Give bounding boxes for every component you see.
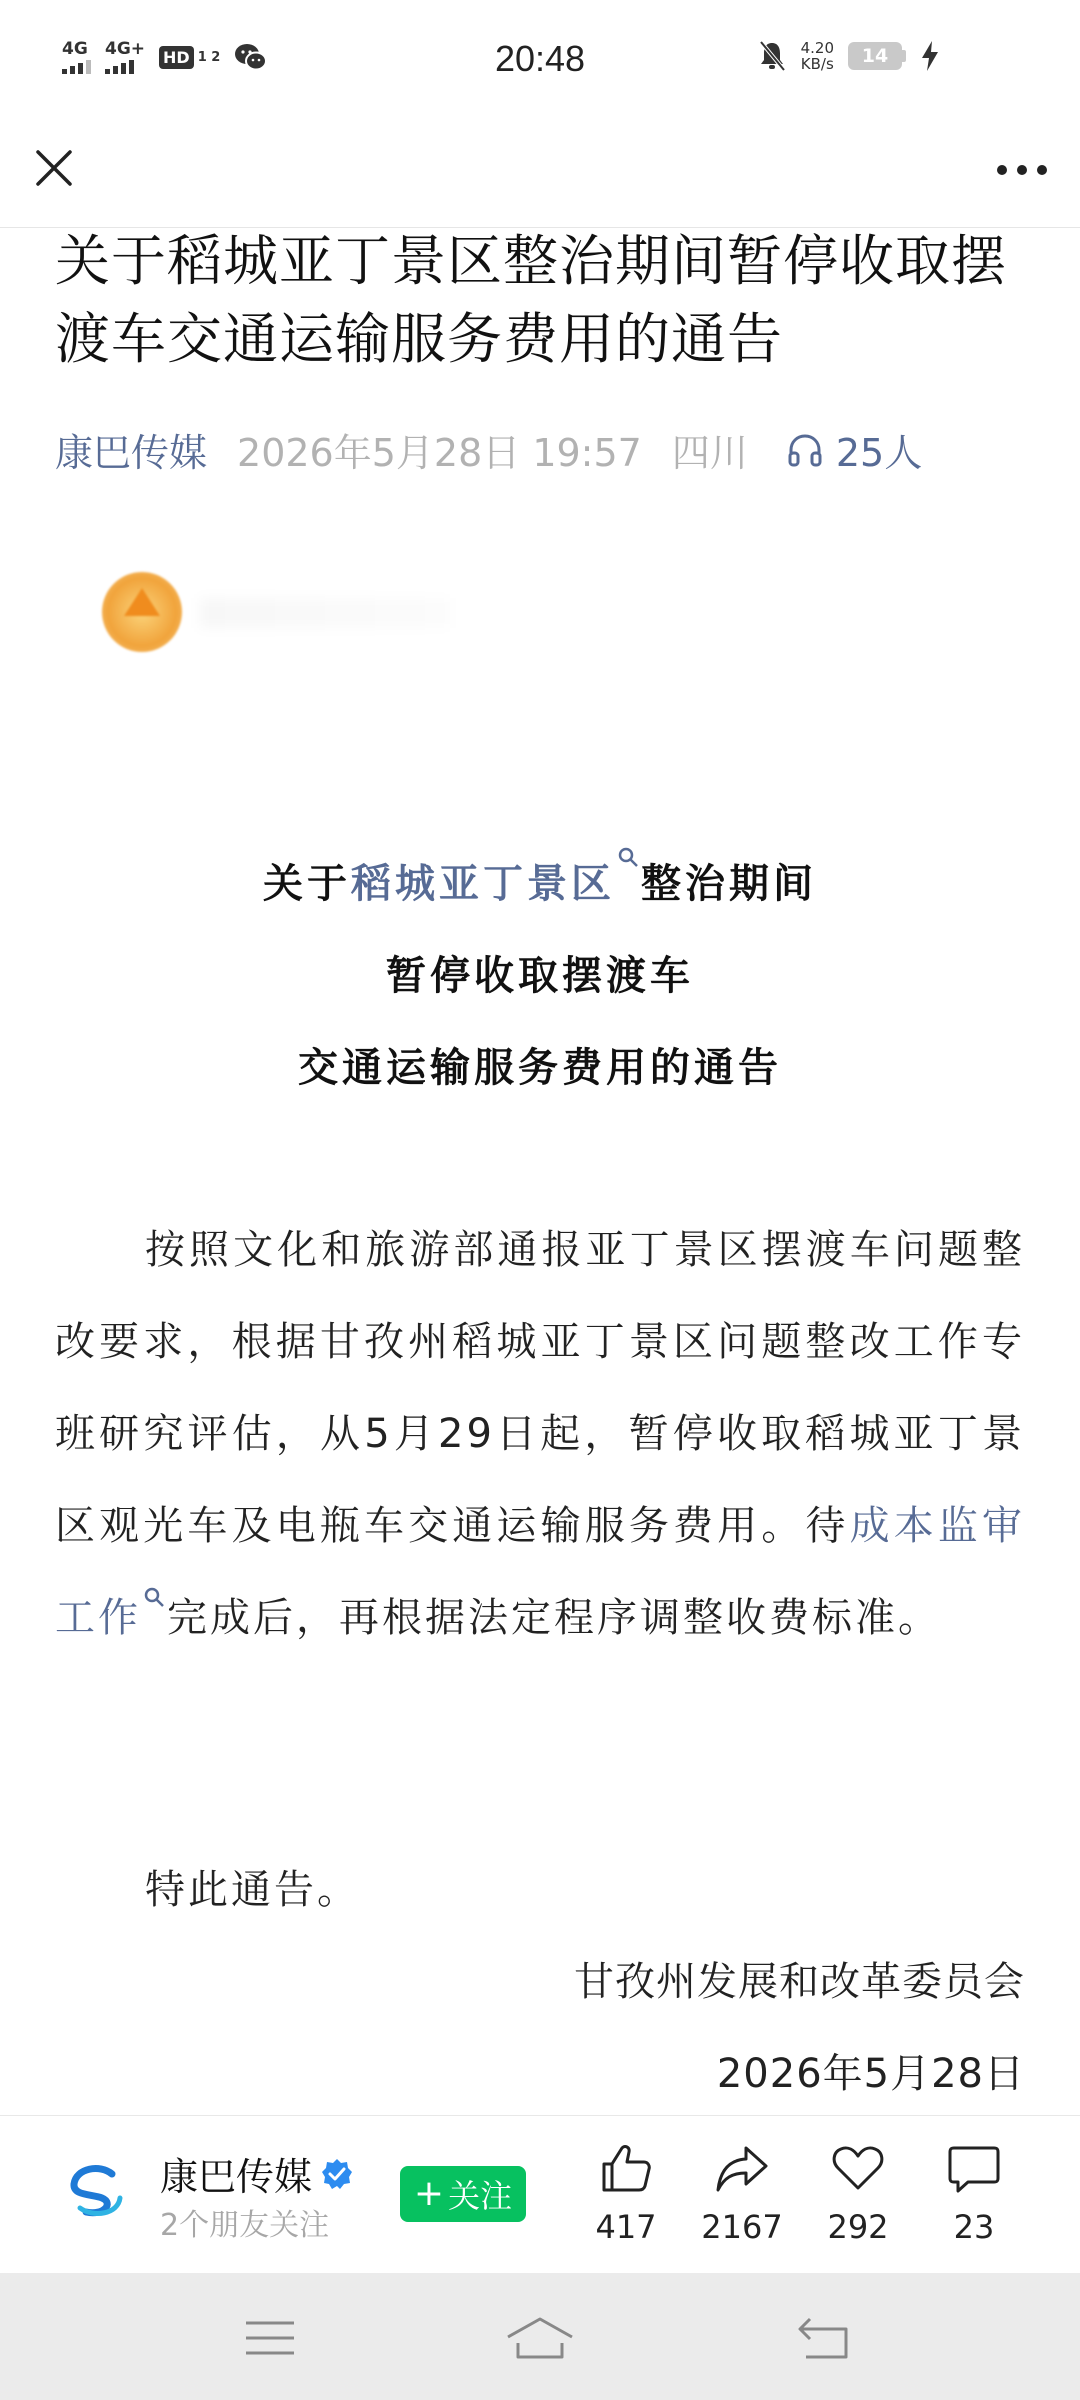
battery-level: 14 (848, 42, 902, 70)
follow-label: 关注 (448, 2177, 513, 2215)
account-name[interactable] (160, 2146, 354, 2201)
favorite-button[interactable] (803, 2140, 913, 2246)
body-paragraph (55, 1204, 1025, 1664)
close-icon[interactable] (30, 144, 78, 192)
blurred-logo-text (200, 598, 450, 628)
body-text-part: 完成后，再根据法定程序调整收费标准。 (167, 1595, 941, 1641)
share-button[interactable] (687, 2140, 797, 2246)
plus-icon: + (413, 2173, 445, 2214)
comment-button[interactable] (919, 2140, 1029, 2246)
battery-indicator (848, 42, 906, 70)
like-count: 417 (595, 2208, 657, 2246)
search-link-cost-audit[interactable]: 成本监审工作 (55, 1503, 1026, 1641)
bottom-action-bar (0, 2115, 1080, 2273)
net-speed-unit: KB/s (800, 55, 834, 73)
share-count: 2167 (701, 2208, 783, 2246)
issuing-authority: 甘孜州发展和改革委员会 (574, 1959, 1025, 2005)
author-link[interactable]: 康巴传媒 (55, 431, 208, 475)
search-icon[interactable] (143, 1586, 167, 1610)
thumbs-up-icon (598, 2140, 654, 2196)
menu-icon[interactable] (242, 2313, 298, 2363)
notice-heading-line-2: 暂停收取摆渡车 (386, 953, 694, 999)
comment-count: 23 (953, 2208, 995, 2246)
heading-text: 整治期间 (641, 861, 817, 907)
more-options-icon[interactable] (994, 160, 1050, 180)
mute-bell-icon (757, 40, 787, 72)
status-bar (0, 0, 1080, 124)
comment-bubble-icon (946, 2140, 1002, 2196)
home-icon[interactable] (504, 2313, 576, 2363)
heading-text: 关于 (263, 861, 351, 907)
status-right-icons (757, 40, 940, 72)
verified-badge-icon (320, 2157, 354, 2191)
closing-text: 特此通告。 (145, 1867, 360, 1913)
account-name-text: 康巴传媒 (160, 2155, 313, 2199)
search-link-scenic-area[interactable]: 稻城亚丁景区 (351, 861, 615, 907)
top-nav-bar (0, 124, 1080, 228)
system-navigation-bar (0, 2273, 1080, 2400)
blurred-logo-image (102, 572, 182, 652)
favorite-count: 292 (827, 2208, 889, 2246)
headphones-icon (786, 431, 824, 469)
body-text-part: 按照文化和旅游部通报亚丁景区摆渡车问题整改要求，根据甘孜州稻城亚丁景区问题整改工作专班研究评估，从5月29日起，暂停收取稻城亚丁景区观光车及电瓶车交通运输服务费用。待 (55, 1227, 1025, 1549)
like-button[interactable] (571, 2140, 681, 2246)
article-meta (55, 422, 1045, 477)
account-avatar[interactable] (62, 2156, 132, 2226)
search-icon[interactable] (617, 846, 641, 870)
clock: 20:48 (494, 38, 586, 79)
listen-button[interactable] (786, 422, 922, 477)
signal-label: 4G+ (105, 39, 146, 59)
issue-date: 2026年5月28日 (716, 2051, 1025, 2097)
back-icon[interactable] (796, 2313, 852, 2363)
notice-heading-line-3: 交通运输服务费用的通告 (298, 1045, 782, 1091)
hd-voice-icon: HD (159, 46, 194, 69)
hd-sim-label: 1 2 (197, 49, 221, 65)
network-speed (801, 40, 834, 72)
share-arrow-icon (714, 2140, 770, 2196)
friends-following-count: 2个朋友关注 (160, 2208, 330, 2243)
net-speed-value: 4.20 (800, 39, 834, 57)
signal-label: 4G (62, 39, 88, 59)
notice-heading-line-1 (0, 852, 1080, 909)
article-title: 关于稻城亚丁景区整治期间暂停收取摆渡车交通运输服务费用的通告 (55, 229, 1008, 371)
publish-location: 四川 (671, 431, 748, 475)
listener-count: 25人 (835, 431, 923, 475)
follow-button[interactable] (400, 2166, 526, 2222)
charging-bolt-icon (920, 40, 940, 72)
heart-icon (830, 2140, 886, 2196)
publish-datetime: 2026年5月28日 19:57 (237, 431, 642, 475)
